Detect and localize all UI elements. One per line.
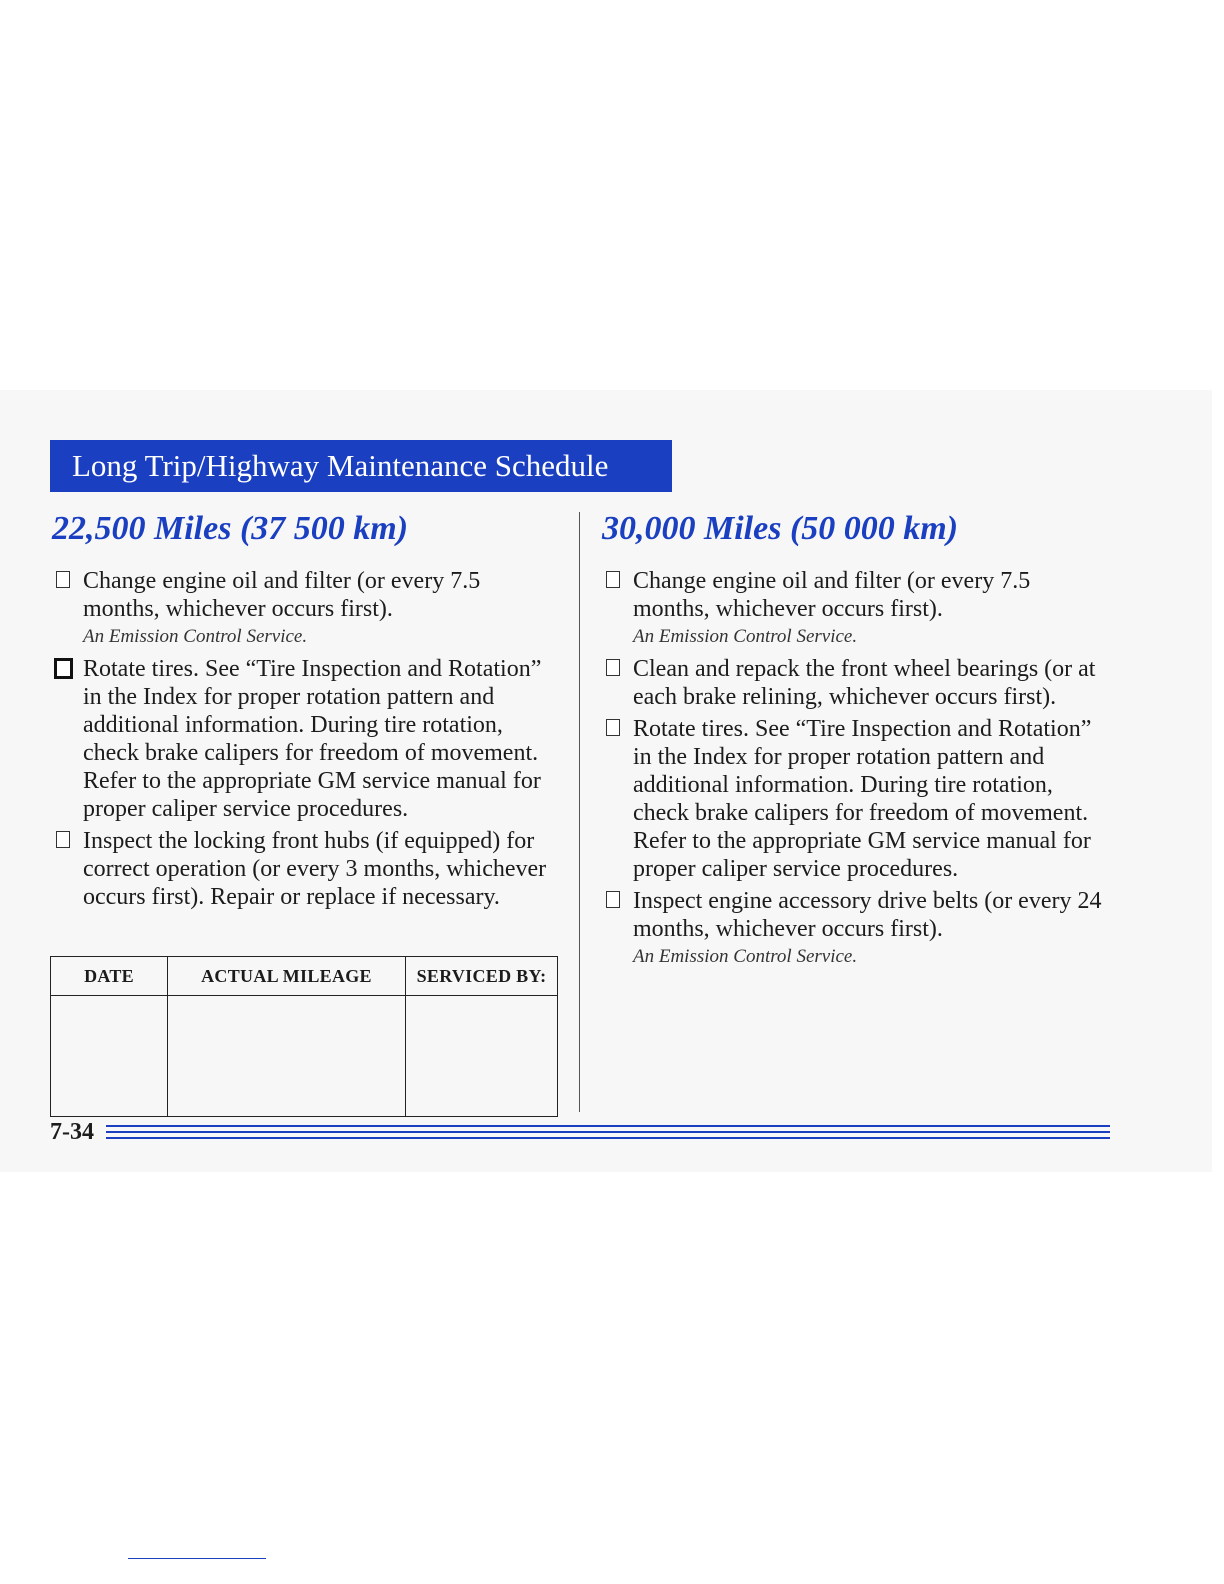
checklist-item <box>50 655 560 823</box>
checklist-item <box>600 567 1110 651</box>
column-divider <box>579 512 580 1112</box>
checklist-item-text: Change engine oil and filter (or every 7.5 months, whichever occurs first). <box>83 568 481 622</box>
emission-note: An Emission Control Service. <box>633 946 858 967</box>
emission-note: An Emission Control Service. <box>83 626 308 647</box>
service-checkbox[interactable] <box>606 719 620 736</box>
service-checkbox[interactable] <box>606 571 620 588</box>
checklist-item <box>600 715 1110 883</box>
checklist-item-text: Rotate tires. See “Tire Inspection and Rotation” in the Index for proper rotation pattern and additional information. During tire rotation, check brake calipers for freedom of movement. Refer to the appropriate GM service manual for proper caliper service procedures. <box>633 716 1092 882</box>
footer-rule <box>106 1137 1110 1139</box>
service-checkbox[interactable] <box>606 659 620 676</box>
table-row <box>51 996 558 1117</box>
page-number: 7-34 <box>50 1119 94 1145</box>
checklist-item <box>50 567 560 651</box>
actual-mileage-cell[interactable] <box>168 996 406 1117</box>
emission-note: An Emission Control Service. <box>633 626 858 647</box>
serviced-by-cell[interactable] <box>406 996 558 1117</box>
footer-rule <box>106 1125 1110 1127</box>
mileage-heading-left: 22,500 Miles (37 500 km) <box>52 510 409 547</box>
table-header-row <box>51 957 558 996</box>
footer-rule <box>106 1131 1110 1133</box>
checklist-item-text: Inspect the locking front hubs (if equipped) for correct operation (or every 3 months, whichever occurs first). Repair or replace if necessary. <box>83 828 547 910</box>
checklist-item-text: Clean and repack the front wheel bearings (or at each brake relining, whichever occurs first). <box>633 656 1096 710</box>
service-checkbox[interactable] <box>606 891 620 908</box>
date-cell[interactable] <box>51 996 168 1117</box>
service-checkbox[interactable] <box>54 658 73 679</box>
checklist-item <box>600 655 1110 711</box>
checklist-item <box>50 827 560 911</box>
checklist-item-text: Change engine oil and filter (or every 7.5 months, whichever occurs first). <box>633 568 1031 622</box>
checklist-item <box>600 887 1110 971</box>
date-column-header: DATE <box>51 957 168 996</box>
service-checkbox[interactable] <box>56 831 70 848</box>
actual-mileage-column-header: ACTUAL MILEAGE <box>168 957 406 996</box>
checklist-item-text: Rotate tires. See “Tire Inspection and Rotation” in the Index for proper rotation pattern and additional information. During tire rotation, check brake calipers for freedom of movement. Refer to the appropriate GM service manual for proper caliper service procedures. <box>83 656 542 822</box>
serviced-by-column-header: SERVICED BY: <box>406 957 558 996</box>
service-record-table <box>50 956 558 1117</box>
service-checkbox[interactable] <box>56 571 70 588</box>
mileage-heading-right: 30,000 Miles (50 000 km) <box>602 510 959 547</box>
right-column <box>600 505 1110 975</box>
left-column <box>50 505 560 915</box>
section-title-banner: Long Trip/Highway Maintenance Schedule <box>50 440 672 492</box>
scan-mark <box>128 1558 266 1559</box>
checklist-item-text: Inspect engine accessory drive belts (or every 24 months, whichever occurs first). <box>633 888 1102 942</box>
